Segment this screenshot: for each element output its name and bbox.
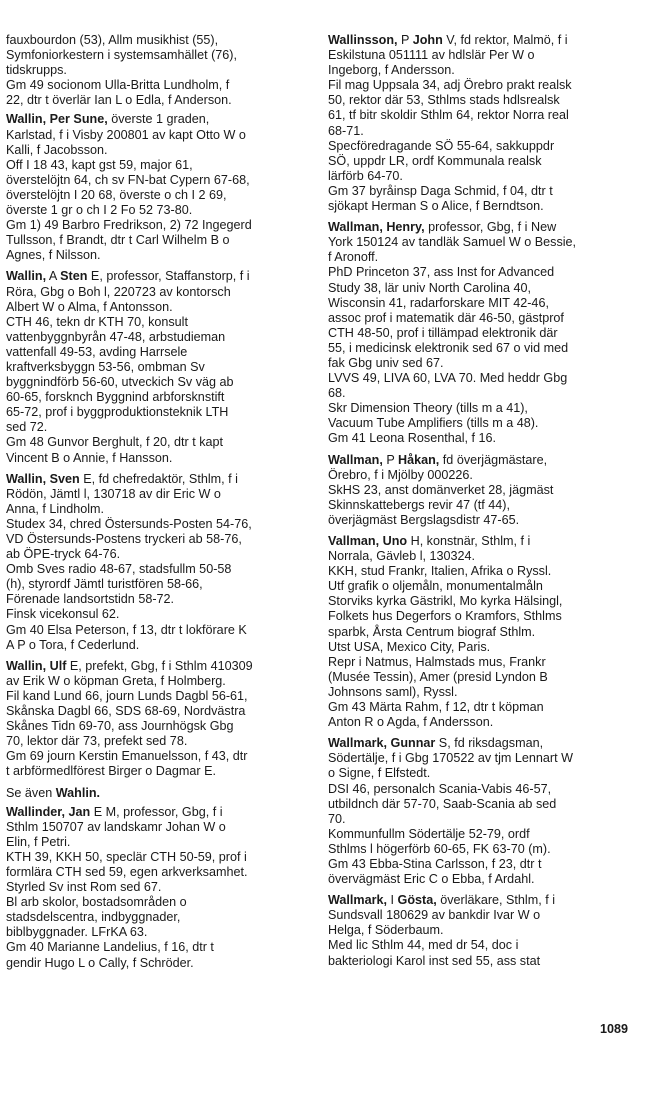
entry-line (6, 269, 308, 284)
right-column (328, 33, 628, 975)
entry-line (6, 143, 308, 158)
entry-text: Gm 43 Ebba-Stina Carlsson, f 23, dtr t (328, 856, 542, 871)
entry-line (328, 371, 628, 386)
entry-text: Kommunfullm Södertälje 52-79, ordf (328, 826, 530, 841)
entry-text: E M, professor, Gbg, f i (90, 804, 223, 819)
entry-initial: P (382, 452, 398, 467)
entry-text: E, fd chefredaktör, Sthlm, f i (79, 471, 238, 486)
entry-text: CTH 48-50, prof i tillämpad elektronik där (328, 325, 558, 340)
entry-line (328, 549, 628, 564)
entry-headword: Wallin, Sven (6, 471, 80, 486)
entry-text: sed 72. (6, 420, 48, 435)
entry-line (328, 655, 628, 670)
entry-line (6, 607, 308, 622)
entry-line (6, 865, 308, 880)
entry-line (328, 416, 628, 431)
entry-line (328, 265, 628, 280)
entry-given-name: Sten (60, 269, 88, 284)
entry-text: Gm 43 Märta Rahm, f 12, dtr t köpman (328, 700, 544, 715)
entry-text: Sundsvall 180629 av bankdir Ivar W o (328, 908, 541, 923)
entry-text: E, prefekt, Gbg, f i Sthlm 410309 (66, 658, 253, 673)
entry-text: Storviks kyrka Gästrikl, Mo kyrka Hälsingl, (328, 594, 563, 609)
entry-line (328, 184, 628, 199)
entry-headword: Wallmark, (328, 893, 388, 908)
entry-line (6, 248, 308, 263)
entry-text: bakteriologi Karol inst sed 55, ass stat (328, 953, 541, 968)
entry-text: Kalli, f Jacobsson. (6, 142, 108, 157)
entry-text: Anna, f Lindholm. (6, 501, 105, 516)
entry-headword: Wallin, Per Sune, (6, 112, 108, 127)
entry-line (328, 401, 628, 416)
entry-text: utbildnch där 57-70, Saab-Scania ab sed (328, 796, 557, 811)
entry-text: fd överjägmästare, (439, 452, 548, 467)
entry-line (328, 534, 628, 549)
entry-text: 68. (328, 386, 346, 401)
entry-line (328, 48, 628, 63)
entry-line (6, 659, 308, 674)
entry-line (328, 857, 628, 872)
entry-line (328, 386, 628, 401)
entry-text: Skånes Tidn 69-70, ass Journhögsk Gbg (6, 719, 234, 734)
entry-wallman-henry (328, 220, 628, 446)
entry-line (6, 925, 308, 940)
entry-line (6, 218, 308, 233)
entry-text: York 150124 av tandläk Samuel W o Bessie, (328, 235, 577, 250)
entry-line (6, 158, 308, 173)
entry-text: Utf grafik o oljemåln, monumentalmåln (328, 579, 543, 594)
entry-line (6, 517, 308, 532)
entry-line (328, 63, 628, 78)
entry-line (328, 498, 628, 513)
entry-line (328, 93, 628, 108)
entry-line (6, 577, 308, 592)
entry-line (6, 451, 308, 466)
entry-text: vattenfall 49-53, avding Harrsele (6, 344, 188, 359)
entry-line (328, 954, 628, 969)
entry-text: Rödön, Jämtl l, 130718 av dir Eric W o (6, 486, 221, 501)
entry-line (328, 640, 628, 655)
entry-wallinder (6, 805, 308, 971)
entry-text: SÖ, uppdr LR, ordf Kommunala realsk (328, 153, 542, 168)
entry-text: 70. (328, 811, 346, 826)
entry-line (6, 173, 308, 188)
entry-text: överste 1 graden, (107, 112, 210, 127)
entry-wallin-sven (6, 472, 308, 653)
entry-line (6, 360, 308, 375)
entry-line (328, 908, 628, 923)
entry-text: Karlstad, f i Visby 200801 av kapt Otto W o (6, 127, 246, 142)
entry-wallman-hakan (328, 453, 628, 528)
entry-line (328, 513, 628, 528)
entry-text: Fil mag Uppsala 34, adj Örebro prakt realsk (328, 78, 572, 93)
entry-line (6, 895, 308, 910)
entry-text: Folkets hus Degerfors o Kramfors, Sthlms (328, 609, 562, 624)
entry-wallmark-gunnar (328, 736, 628, 887)
entry-text: Sthlms l högerförb 60-65, FK 63-70 (m). (328, 841, 551, 856)
entry-text: Ingeborg, f Andersson. (328, 63, 455, 78)
entry-line (6, 93, 308, 108)
entry-line (6, 285, 308, 300)
entry-line (6, 532, 308, 547)
entry-text: Elin, f Petri. (6, 834, 71, 849)
entry-text: VD Östersunds-Postens tryckeri ab 58-76, (6, 532, 242, 546)
entry-text: professor, Gbg, f i New (424, 220, 557, 235)
entry-line (328, 766, 628, 781)
entry-text: KTH 39, KKH 50, speclär CTH 50-59, prof i (6, 849, 247, 864)
entry-line (328, 296, 628, 311)
entry-line (6, 734, 308, 749)
entry-text: assoc prof i matematik där 46-50, gästprof (328, 310, 564, 325)
entry-text: 65-72, prof i byggproduktionsteknik LTH (6, 405, 229, 420)
entry-vallman-uno (328, 534, 628, 730)
entry-text: Skr Dimension Theory (tills m a 41), (328, 401, 528, 416)
entry-text: Gm 40 Marianne Landelius, f 16, dtr t (6, 940, 214, 955)
entry-text: fauxbourdon (53), Allm musikhist (55), (6, 33, 219, 47)
cross-reference: Wahlin. (55, 785, 101, 800)
entry-text: Sthlm 150707 av landskamr Johan W o (6, 819, 226, 834)
entry-text: biblbyggnader. LFrKA 63. (6, 925, 148, 940)
entry-initial: P (397, 33, 413, 47)
entry-text: 22, dtr t överlär Ian L o Edla, f Anderson. (6, 93, 232, 108)
entry-text: H, konstnär, Sthlm, f i (407, 534, 531, 548)
entry-line (328, 33, 628, 48)
entry-initial: I (387, 893, 398, 908)
entry-wallin-sten (6, 269, 308, 465)
entry-text: Specföredragande SÖ 55-64, sakkuppdr (328, 138, 555, 153)
entry-line (328, 736, 628, 751)
entry-line (328, 594, 628, 609)
entry-line (328, 468, 628, 483)
entry-line (328, 700, 628, 715)
entry-text: formlära CTH sed 59, egen arkverksamhet. (6, 864, 248, 879)
entry-text: Gm 1) 49 Barbro Fredrikson, 2) 72 Ingegerd (6, 218, 252, 233)
entry-line (6, 940, 308, 955)
entry-line (328, 609, 628, 624)
entry-text: Bl arb skolor, bostadsområden o (6, 895, 187, 910)
entry-line (6, 592, 308, 607)
entry-text: Med lic Sthlm 44, med dr 54, doc i (328, 938, 519, 953)
entry-text: byggnindförb 56-60, utveckich Sv väg ab (6, 375, 234, 390)
entry-text: Vacuum Tube Amplifiers (tills m a 48). (328, 416, 539, 431)
entry-line (328, 431, 628, 446)
entry-headword: Wallinder, Jan (6, 804, 91, 819)
entry-text: 70, lektor där 73, prefekt sed 78. (6, 734, 188, 749)
entry-line (328, 326, 628, 341)
entry-line (328, 812, 628, 827)
entry-given-name: Gösta, (397, 893, 437, 908)
entry-line (328, 311, 628, 326)
entry-line (6, 704, 308, 719)
entry-text: o Signe, f Elfstedt. (328, 766, 431, 781)
entry-line (328, 341, 628, 356)
entry-given-name: Håkan, (398, 452, 440, 467)
entry-line (6, 689, 308, 704)
entry-text: Se även (6, 785, 56, 800)
entry-text: 50, rektor där 53, Sthlms stads hdlsrealsk (328, 93, 560, 108)
entry-text: Norrala, Gävleb l, 130324. (328, 549, 476, 564)
entry-text: kraftverksbyggn 53-56, ombman Sv (6, 359, 205, 374)
entry-text: Anton R o Agda, f Andersson. (328, 715, 494, 730)
entry-text: Förenade landsortstidn 58-72. (6, 592, 175, 607)
entry-text: CTH 46, tekn dr KTH 70, konsult (6, 314, 188, 329)
entry-text: E, professor, Staffanstorp, f i (87, 269, 250, 284)
entry-text: S, fd riksdagsman, (435, 736, 544, 751)
entry-line (328, 670, 628, 685)
entry-line (6, 330, 308, 345)
entry-line (6, 128, 308, 143)
entry-text: Off I 18 43, kapt gst 59, major 61, (6, 157, 193, 172)
entry-text: 55, i medicinsk elektronik sed 67 o vid med (328, 340, 569, 355)
entry-line (328, 139, 628, 154)
entry-text: Styrled Sv inst Rom sed 67. (6, 880, 162, 895)
entry-wallinsson (328, 33, 628, 214)
entry-text: Omb Sves radio 48-67, stadsfullm 50-58 (6, 562, 232, 577)
entry-text: LVVS 49, LIVA 60, LVA 70. Med heddr Gbg (328, 371, 568, 386)
entry-line (6, 910, 308, 925)
entry-line (6, 956, 308, 971)
entry-text: Agnes, f Nilsson. (6, 248, 101, 263)
entry-text: KKH, stud Frankr, Italien, Afrika o Ryssl. (328, 564, 552, 579)
entry-text: ab ÖPE-tryck 64-76. (6, 547, 121, 562)
entry-text: Utst USA, Mexico City, Paris. (328, 639, 491, 654)
entry-text: fak Gbg univ sed 67. (328, 355, 444, 370)
entry-line (328, 235, 628, 250)
entry-wallmark-gosta (328, 893, 628, 968)
entry-line (328, 169, 628, 184)
entry-text: PhD Princeton 37, ass Inst for Advanced (328, 265, 555, 280)
entry-line (6, 786, 308, 801)
entry-text: lärförb 64-70. (328, 168, 403, 183)
entry-line (6, 850, 308, 865)
entry-line (328, 923, 628, 938)
entry-headword: Wallman, Henry, (328, 220, 425, 235)
entry-text: Skånska Dagbl 66, SDS 68-69, Nordvästra (6, 704, 246, 719)
entry-wallin-per (6, 112, 308, 263)
entry-text: SkHS 23, anst domänverket 28, jägmäst (328, 482, 554, 497)
entry-line (6, 835, 308, 850)
entry-text: stadsdelscentra, indbyggnader, (6, 910, 181, 925)
entry-line (328, 797, 628, 812)
entry-text: (h), styrordf Jämtl turistfören 58-66, (6, 577, 203, 592)
entry-line (6, 345, 308, 360)
entry-line (328, 625, 628, 640)
entry-headword: Wallin, (6, 269, 47, 284)
entry-line (328, 751, 628, 766)
entry-line (6, 78, 308, 93)
entry-line (6, 764, 308, 779)
entry-text: Tullsson, f Brandt, dtr t Carl Wilhelm B o (6, 233, 230, 248)
entry-line (6, 315, 308, 330)
entry-line (328, 782, 628, 797)
entry-line (328, 108, 628, 123)
entry-line (6, 203, 308, 218)
entry-text: Wisconsin 41, radarforskare MIT 42-46, (328, 295, 549, 310)
entry-text: överjägmäst Bergslagsdistr 47-65. (328, 512, 520, 527)
entry-text: Symfoniorkestern i systemsamhället (76), (6, 48, 237, 63)
entry-line (6, 547, 308, 562)
entry-line (328, 154, 628, 169)
entry-line (6, 48, 308, 63)
entry-line (328, 78, 628, 93)
entry-text: Gm 37 byråinsp Daga Schmid, f 04, dtr t (328, 183, 553, 198)
entry-text: Fil kand Lund 66, journ Lunds Dagbl 56-61, (6, 688, 248, 703)
entry-text: tidskrupps. (6, 63, 67, 78)
entry-line (6, 880, 308, 895)
left-column (6, 33, 308, 977)
entry-line (6, 674, 308, 689)
entry-line (328, 281, 628, 296)
entry-line (6, 405, 308, 420)
entry-text: sjökapt Herman S o Alice, f Berndtson. (328, 199, 544, 214)
entry-line (6, 719, 308, 734)
entry-line (328, 564, 628, 579)
entry-text: Skinnskattebergs revir 47 (tf 44), (328, 497, 510, 512)
entry-text: Finsk vicekonsul 62. (6, 607, 120, 622)
entry-line (6, 502, 308, 517)
entry-text: Albert W o Alma, f Antonsson. (6, 299, 173, 314)
entry-line (6, 820, 308, 835)
entry-text: Gm 69 journ Kerstin Emanuelsson, f 43, dtr (6, 749, 248, 764)
entry-text: överste 1 gr o ch I 2 Fo 52 73-80. (6, 203, 193, 218)
entry-text: av Erik W o köpman Greta, f Holmberg. (6, 673, 226, 688)
entry-line (6, 63, 308, 78)
entry-line (328, 827, 628, 842)
entry-line (328, 872, 628, 887)
entry-text: Johnsons saml), Ryssl. (328, 684, 458, 699)
entry-text: 68-71. (328, 123, 364, 138)
entry-given-name: John (412, 33, 443, 47)
entry-text: Study 38, lär univ North Carolina 40, (328, 280, 532, 295)
entry-text: Södertälje, f i Gbg 170522 av tjm Lennart W (328, 751, 574, 766)
entry-text: Röra, Gbg o Boh l, 220723 av kontorsch (6, 284, 231, 299)
entry-text: DSI 46, personalch Scania-Vabis 46-57, (328, 781, 552, 796)
entry-line (6, 749, 308, 764)
entry-line (6, 805, 308, 820)
entry-text: överstelöjtn I 20 68, överste o ch I 2 69, (6, 187, 227, 202)
entry-line (328, 715, 628, 730)
entry-line (328, 685, 628, 700)
entry-line (6, 638, 308, 653)
entry-line (6, 562, 308, 577)
entry-text: Vincent B o Annie, f Hansson. (6, 450, 173, 465)
entry-line (328, 579, 628, 594)
entry-text: 60-65, forsknch Byggnind arbforsknstift (6, 390, 225, 405)
entry-line (6, 33, 308, 48)
page-number: 1089 (600, 1022, 629, 1036)
entry-text: (Musée Tessin), Amer (presid Lyndon B (328, 669, 548, 684)
entry-text: A P o Tora, f Cederlund. (6, 637, 140, 652)
entry-text: sparbk, Årsta Centrum biograf Sthlm. (328, 624, 536, 639)
entry-line (6, 487, 308, 502)
entry-text: överstelöjtn 64, ch sv FN-bat Cypern 67-68, (6, 172, 250, 187)
entry-line (6, 390, 308, 405)
entry-line (6, 188, 308, 203)
entry-line (328, 220, 628, 235)
entry-line (6, 300, 308, 315)
entry-headword: Wallman, (328, 452, 383, 467)
entry-text: Örebro, f i Mjölby 000226. (328, 467, 473, 482)
entry-line (328, 453, 628, 468)
entry-line (328, 938, 628, 953)
entry-initial: A (46, 269, 61, 284)
entry-text: t arbförmedlförest Birger o Dagmar E. (6, 764, 216, 779)
entry-text: övervägmäst Eric C o Ebba, f Ardahl. (328, 872, 535, 887)
entry-line (328, 842, 628, 857)
entry-line (6, 420, 308, 435)
entry-text: Repr i Natmus, Halmstads mus, Frankr (328, 654, 546, 669)
entry-line (6, 233, 308, 248)
entry-line (6, 472, 308, 487)
entry-line (6, 375, 308, 390)
entry-headword: Wallinsson, (328, 33, 398, 47)
entry-cont (6, 33, 308, 108)
entry-text: vattenbyggnbyrån 47-48, arbstudieman (6, 329, 226, 344)
entry-line (328, 893, 628, 908)
entry-wallin-ulf (6, 659, 308, 780)
entry-line (328, 483, 628, 498)
entry-text: Helga, f Söderbaum. (328, 923, 444, 938)
entry-line (328, 356, 628, 371)
entry-headword: Vallman, Uno (328, 534, 408, 548)
entry-headword: Wallin, Ulf (6, 658, 67, 673)
entry-line (6, 435, 308, 450)
entry-text: Gm 49 socionom Ulla-Britta Lundholm, f (6, 78, 230, 93)
entry-line (6, 112, 308, 127)
entry-line (328, 124, 628, 139)
entry-text: Gm 48 Gunvor Berghult, f 20, dtr t kapt (6, 435, 223, 450)
entry-line (328, 250, 628, 265)
entry-line (6, 623, 308, 638)
entry-line (328, 199, 628, 214)
entry-text: överläkare, Sthlm, f i (436, 893, 556, 908)
entry-se-aven (6, 786, 308, 801)
entry-text: Gm 41 Leona Rosenthal, f 16. (328, 431, 497, 446)
entry-text: Eskilstuna 051111 av hdlslär Per W o (328, 48, 535, 63)
entry-text: V, fd rektor, Malmö, f i (442, 33, 568, 47)
entry-text: f Aronoff. (328, 250, 379, 265)
entry-text: Studex 34, chred Östersunds-Posten 54-76, (6, 516, 252, 531)
entry-text: 61, tf bitr skoldir Sthlm 64, rektor Norra real (328, 108, 569, 123)
entry-text: Gm 40 Elsa Peterson, f 13, dtr t lokförare K (6, 622, 247, 637)
entry-headword: Wallmark, Gunnar (328, 736, 436, 751)
entry-text: gendir Hugo L o Cally, f Schröder. (6, 955, 194, 970)
